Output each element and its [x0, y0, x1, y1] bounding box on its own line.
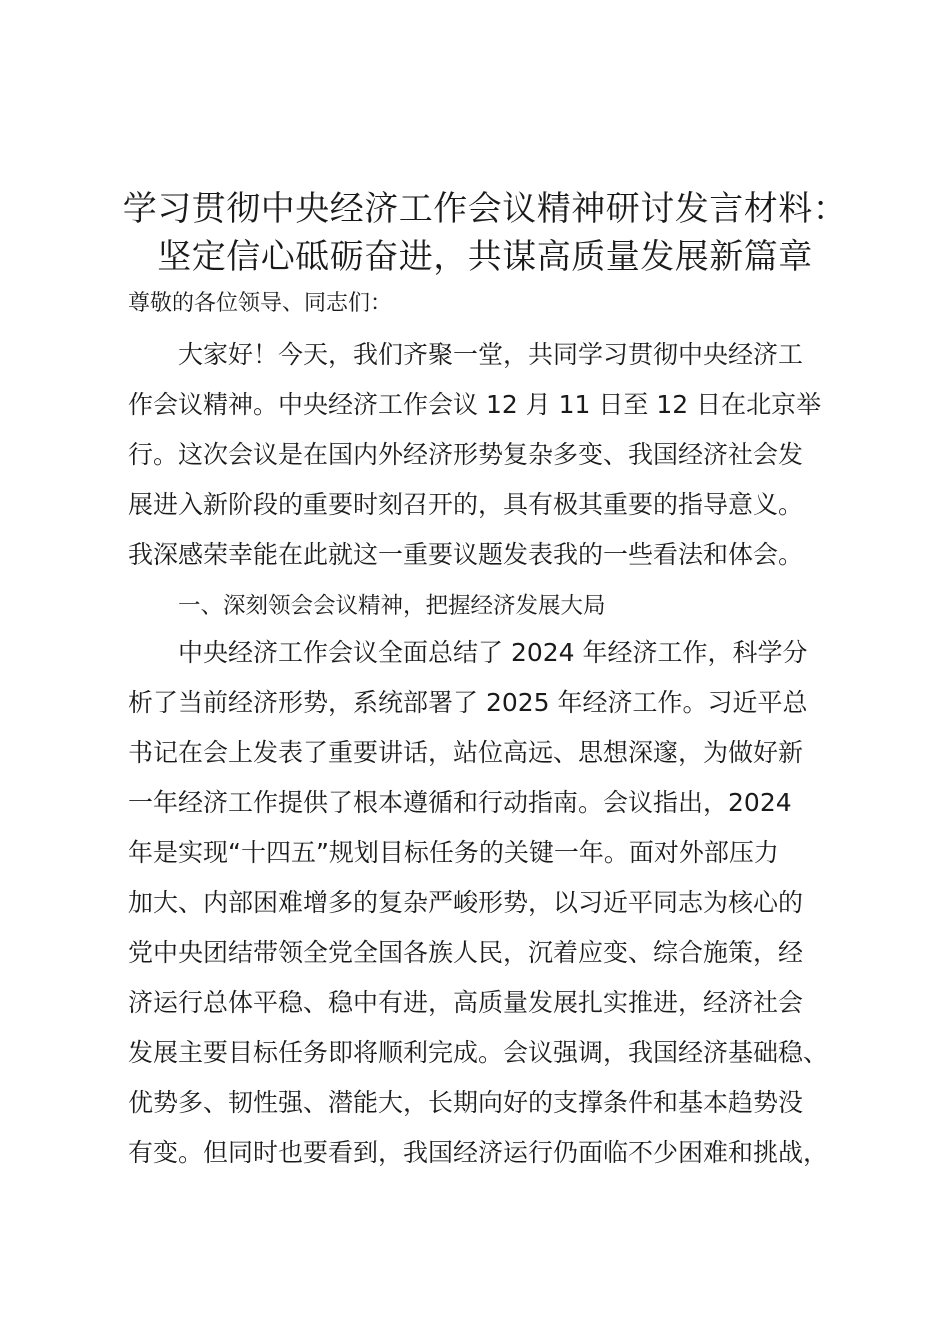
paragraph-2-line: 书记在会上发表了重要讲话，站位高远、思想深邃，为做好新	[128, 738, 804, 767]
paragraph-1-line: 行。这次会议是在国内外经济形势复杂多变、我国经济社会发	[128, 440, 804, 469]
paragraph-1-line: 作会议精神。中央经济工作会议 12 月 11 日至 12 日在北京举	[128, 390, 822, 419]
paragraph-2-line: 析了当前经济形势，系统部署了 2025 年经济工作。习近平总	[128, 688, 808, 717]
paragraph-2	[128, 628, 833, 1178]
paragraph-2-line: 加大、内部困难增多的复杂严峻形势，以习近平同志为核心的	[128, 888, 804, 917]
section-1-heading: 一、深刻领会会议精神，把握经济发展大局	[178, 593, 606, 619]
paragraph-2-line: 年是实现“十四五”规划目标任务的关键一年。面对外部压力	[128, 838, 779, 867]
paragraph-1-line: 大家好！今天，我们齐聚一堂，共同学习贯彻中央经济工	[178, 340, 804, 369]
paragraph-2-line: 党中央团结带领全党全国各族人民，沉着应变、综合施策，经	[128, 938, 804, 967]
salutation: 尊敬的各位领导、同志们：	[128, 291, 393, 316]
paragraph-2-line: 发展主要目标任务即将顺利完成。会议强调，我国经济基础稳、	[128, 1038, 829, 1067]
paragraph-1	[128, 330, 833, 580]
document-title-line-1: 学习贯彻中央经济工作会议精神研讨发言材料：	[122, 189, 848, 229]
paragraph-2-line: 有变。但同时也要看到，我国经济运行仍面临不少困难和挑战，	[128, 1138, 829, 1167]
paragraph-1-line: 我深感荣幸能在此就这一重要议题发表我的一些看法和体会。	[128, 540, 804, 569]
paragraph-2-line: 一年经济工作提供了根本遵循和行动指南。会议指出，2024	[128, 788, 792, 817]
paragraph-2-line: 济运行总体平稳、稳中有进，高质量发展扎实推进，经济社会	[128, 988, 804, 1017]
paragraph-1-line: 展进入新阶段的重要时刻召开的，具有极其重要的指导意义。	[128, 490, 804, 519]
document-title-line-2: 坚定信心砥砺奋进，共谋高质量发展新篇章	[157, 237, 813, 277]
paragraph-2-line: 中央经济工作会议全面总结了 2024 年经济工作，科学分	[178, 638, 808, 667]
paragraph-2-line: 优势多、韧性强、潜能大，长期向好的支撑条件和基本趋势没	[128, 1088, 804, 1117]
